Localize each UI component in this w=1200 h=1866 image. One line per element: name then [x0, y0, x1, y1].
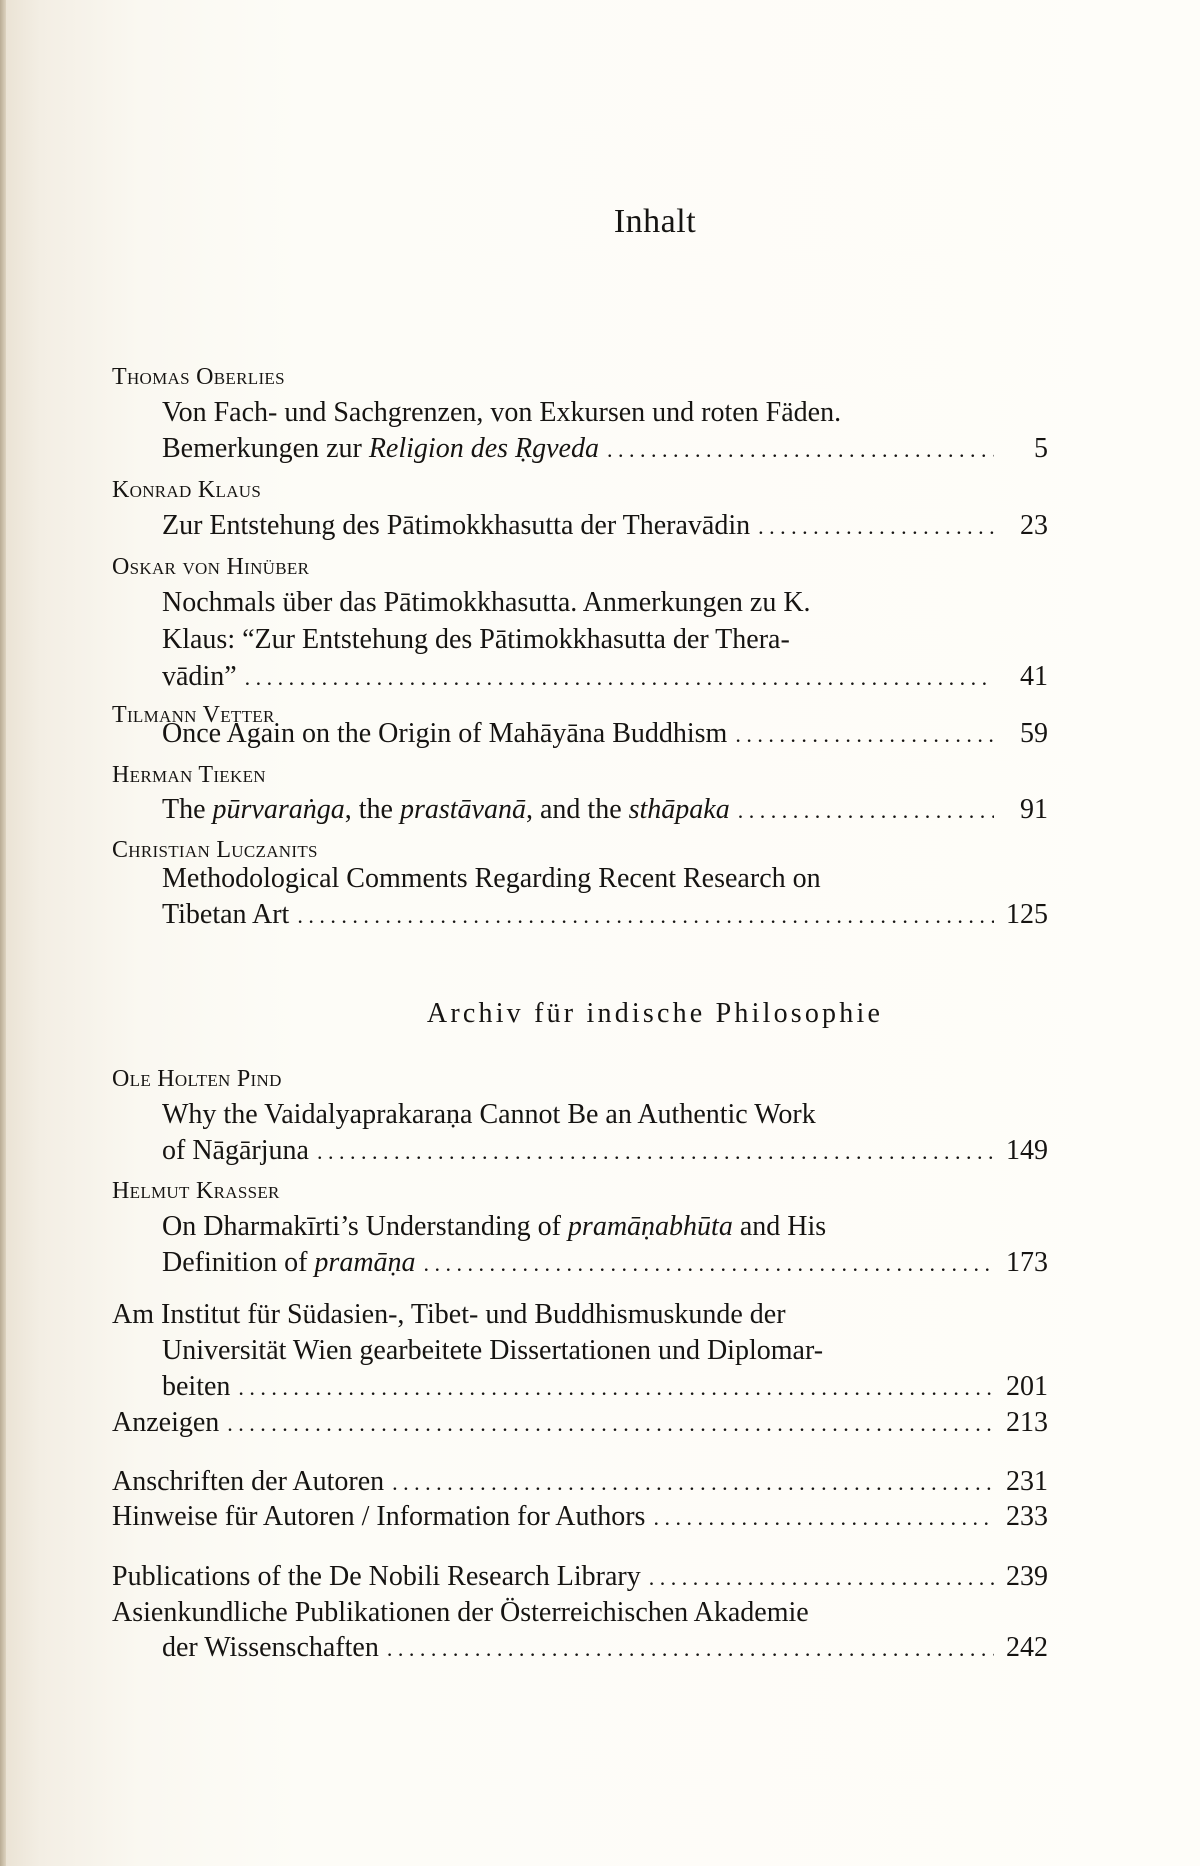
toc-entry[interactable] — [162, 716, 1048, 752]
toc-title-line: of Nāgārjuna — [162, 1135, 309, 1166]
toc-author: Herman Tieken — [112, 762, 266, 788]
dot-leader — [735, 717, 994, 753]
toc-entry[interactable] — [162, 1245, 1048, 1281]
toc-entry[interactable] — [112, 1559, 1048, 1595]
page-number: 23 — [1020, 510, 1048, 541]
page-number: 213 — [1006, 1407, 1048, 1438]
dot-leader — [227, 1406, 994, 1442]
toc-title-line: Universität Wien gearbeitete Dissertationen und Diplomar- — [162, 1335, 824, 1366]
toc-author: Konrad Klaus — [112, 477, 262, 503]
toc-title-line: Hinweise für Autoren / Information for Authors — [112, 1501, 646, 1532]
toc-entry[interactable] — [162, 659, 1048, 695]
toc-title-line: Anschriften der Autoren — [112, 1466, 385, 1497]
toc-title-line: Methodological Comments Regarding Recent Research on — [162, 863, 821, 894]
page-number: 149 — [1006, 1135, 1048, 1166]
toc-entry[interactable] — [162, 1133, 1048, 1169]
toc-author: Tilmann Vetter — [112, 702, 275, 728]
dot-leader — [607, 432, 994, 468]
dot-leader — [245, 660, 994, 696]
page-edge — [0, 0, 6, 1866]
toc-title-line: Zur Entstehung des Pātimokkhasutta der Theravādin — [162, 510, 751, 541]
dot-leader — [424, 1246, 994, 1282]
toc-title-line: beiten — [162, 1371, 231, 1402]
dot-leader — [317, 1134, 994, 1170]
page-number: 233 — [1006, 1501, 1048, 1532]
section-heading: Archiv für indische Philosophie — [426, 998, 884, 1029]
toc-title-line: Tibetan Art — [162, 899, 290, 930]
toc-title-line: Once Again on the Origin of Mahāyāna Buddhism — [162, 718, 728, 749]
page-title: Inhalt — [613, 203, 697, 240]
toc-author: Helmut Krasser — [112, 1178, 280, 1204]
toc-title-line: Am Institut für Südasien-, Tibet- und Buddhismuskunde der — [112, 1299, 786, 1330]
dot-leader — [649, 1560, 994, 1596]
dot-leader — [653, 1500, 994, 1536]
toc-title-line: Bemerkungen zur Religion des Ṛgveda — [162, 433, 599, 464]
toc-title-line: Why the Vaidalyaprakaraṇa Cannot Be an Authentic Work — [162, 1099, 816, 1130]
toc-title-line: Definition of pramāṇa — [162, 1247, 416, 1278]
toc-title-line: The pūrvaraṅga, the prastāvanā, and the sthāpaka — [162, 794, 730, 825]
toc-entry[interactable] — [162, 1630, 1048, 1666]
toc-title-line: Von Fach- und Sachgrenzen, von Exkursen und roten Fäden. — [162, 397, 842, 428]
dot-leader — [387, 1631, 994, 1667]
page-number: 239 — [1006, 1561, 1048, 1592]
page-number: 41 — [1020, 661, 1048, 692]
dot-leader — [738, 793, 994, 829]
toc-title-line: der Wissenschaften — [162, 1632, 379, 1663]
toc-entry[interactable] — [162, 431, 1048, 467]
toc-title-line: Anzeigen — [112, 1407, 220, 1438]
page-number: 201 — [1006, 1371, 1048, 1402]
toc-title-line: Asienkundliche Publikationen der Österreichischen Akademie — [112, 1597, 809, 1628]
toc-title-line: vādin” — [162, 661, 237, 692]
toc-author: Oskar von Hinüber — [112, 554, 310, 580]
toc-title-line: Publications of the De Nobili Research Library — [112, 1561, 641, 1592]
page-number: 5 — [1034, 433, 1048, 464]
page-number: 59 — [1020, 718, 1048, 749]
toc-entry[interactable] — [112, 1405, 1048, 1441]
toc-entry[interactable] — [112, 1499, 1048, 1535]
page-number: 242 — [1006, 1632, 1048, 1663]
toc-entry[interactable] — [112, 1464, 1048, 1500]
toc-title-line: Nochmals über das Pātimokkhasutta. Anmerkungen zu K. — [162, 587, 811, 618]
dot-leader — [758, 509, 994, 545]
page-number: 173 — [1006, 1247, 1048, 1278]
dot-leader — [297, 898, 994, 934]
page-number: 125 — [1006, 899, 1048, 930]
dot-leader — [238, 1370, 994, 1406]
toc-author: Ole Holten Pind — [112, 1066, 282, 1092]
toc-author: Thomas Oberlies — [112, 364, 285, 390]
toc-entry[interactable] — [162, 792, 1048, 828]
page-number: 231 — [1006, 1466, 1048, 1497]
toc-entry[interactable] — [162, 897, 1048, 933]
toc-entry[interactable] — [162, 508, 1048, 544]
page-number: 91 — [1020, 794, 1048, 825]
toc-entry[interactable] — [162, 1369, 1048, 1405]
dot-leader — [392, 1465, 994, 1501]
toc-author: Christian Luczanits — [112, 837, 318, 863]
toc-title-line: Klaus: “Zur Entstehung des Pātimokkhasutta der Thera- — [162, 624, 790, 655]
toc-title-line: On Dharmakīrti’s Understanding of pramāṇabhūta and His — [162, 1211, 827, 1242]
